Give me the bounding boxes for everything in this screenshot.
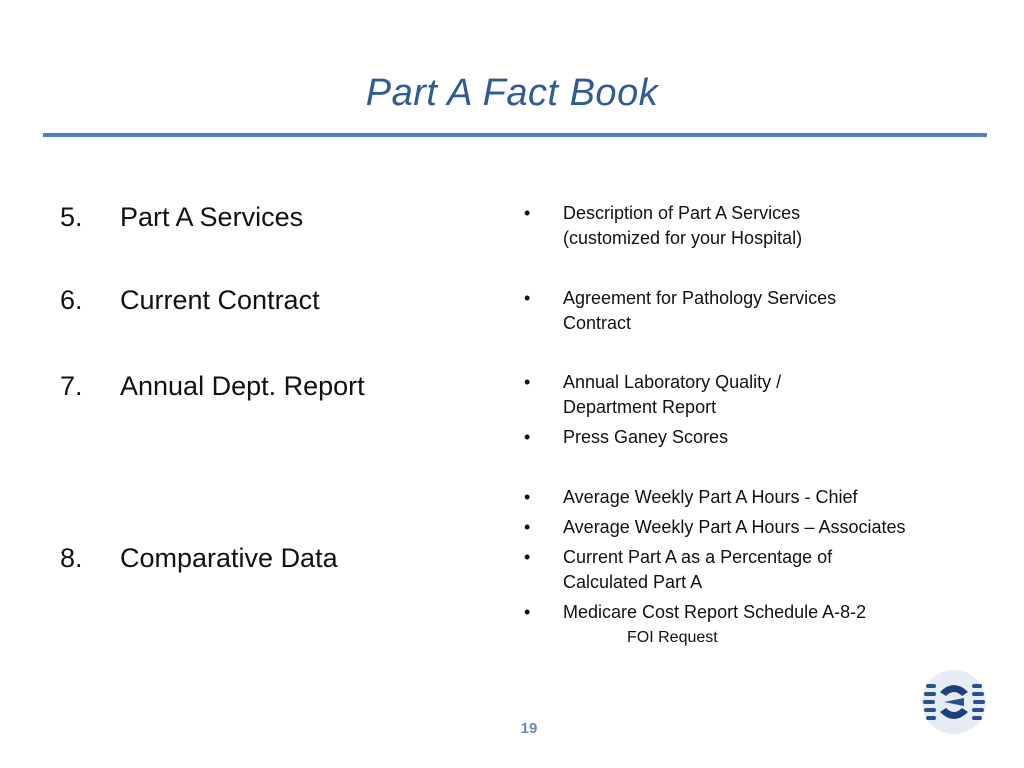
bullet-item (524, 201, 802, 251)
item-number: 5. (60, 202, 83, 232)
bullet-line: Medicare Cost Report Schedule A-8-2 (563, 602, 867, 622)
bullet-item (524, 425, 728, 450)
slide-title: Part A Fact Book (365, 72, 659, 114)
bullet-line: Description of Part A Services (563, 203, 801, 223)
item-number: 6. (60, 285, 83, 315)
bullet-item (524, 370, 781, 420)
item-label: Current Contract (120, 285, 320, 315)
item-number: 7. (60, 371, 83, 401)
item-label: Annual Dept. Report (120, 371, 365, 401)
item-label: Comparative Data (120, 543, 338, 573)
item-number: 8. (60, 543, 83, 573)
bullet-dot: • (524, 602, 531, 622)
numbered-item-8 (60, 543, 338, 574)
bullet-item (524, 600, 866, 625)
bullet-dot: • (524, 203, 531, 223)
title-divider (43, 133, 987, 137)
bullet-line: (customized for your Hospital) (563, 228, 803, 248)
bullet-dot: • (524, 288, 531, 308)
bullet-item (524, 545, 832, 595)
foi-note: FOI Request (627, 629, 718, 646)
bullet-line: Agreement for Pathology Services (563, 288, 837, 308)
bullet-line: Annual Laboratory Quality / (563, 372, 782, 392)
bullet-dot: • (524, 372, 531, 392)
item-label: Part A Services (120, 202, 304, 232)
bullet-dot: • (524, 517, 531, 537)
bullet-item (524, 485, 857, 510)
bullet-line: Current Part A as a Percentage of (563, 547, 833, 567)
page-number: 19 (520, 720, 538, 737)
bullet-item (524, 286, 836, 336)
bullet-line: Department Report (563, 397, 717, 417)
bullet-dot: • (524, 427, 531, 447)
bullet-line: Average Weekly Part A Hours – Associates (563, 517, 906, 537)
numbered-item-6 (60, 285, 320, 316)
bullet-item (524, 515, 906, 540)
numbered-item-7 (60, 371, 365, 402)
bullet-dot: • (524, 487, 531, 507)
bullet-dot: • (524, 547, 531, 567)
bullet-line: Press Ganey Scores (563, 427, 729, 447)
numbered-item-5 (60, 202, 303, 233)
bullet-line: Calculated Part A (563, 572, 703, 592)
bullet-line: Contract (563, 313, 632, 333)
bullet-line: Average Weekly Part A Hours - Chief (563, 487, 858, 507)
